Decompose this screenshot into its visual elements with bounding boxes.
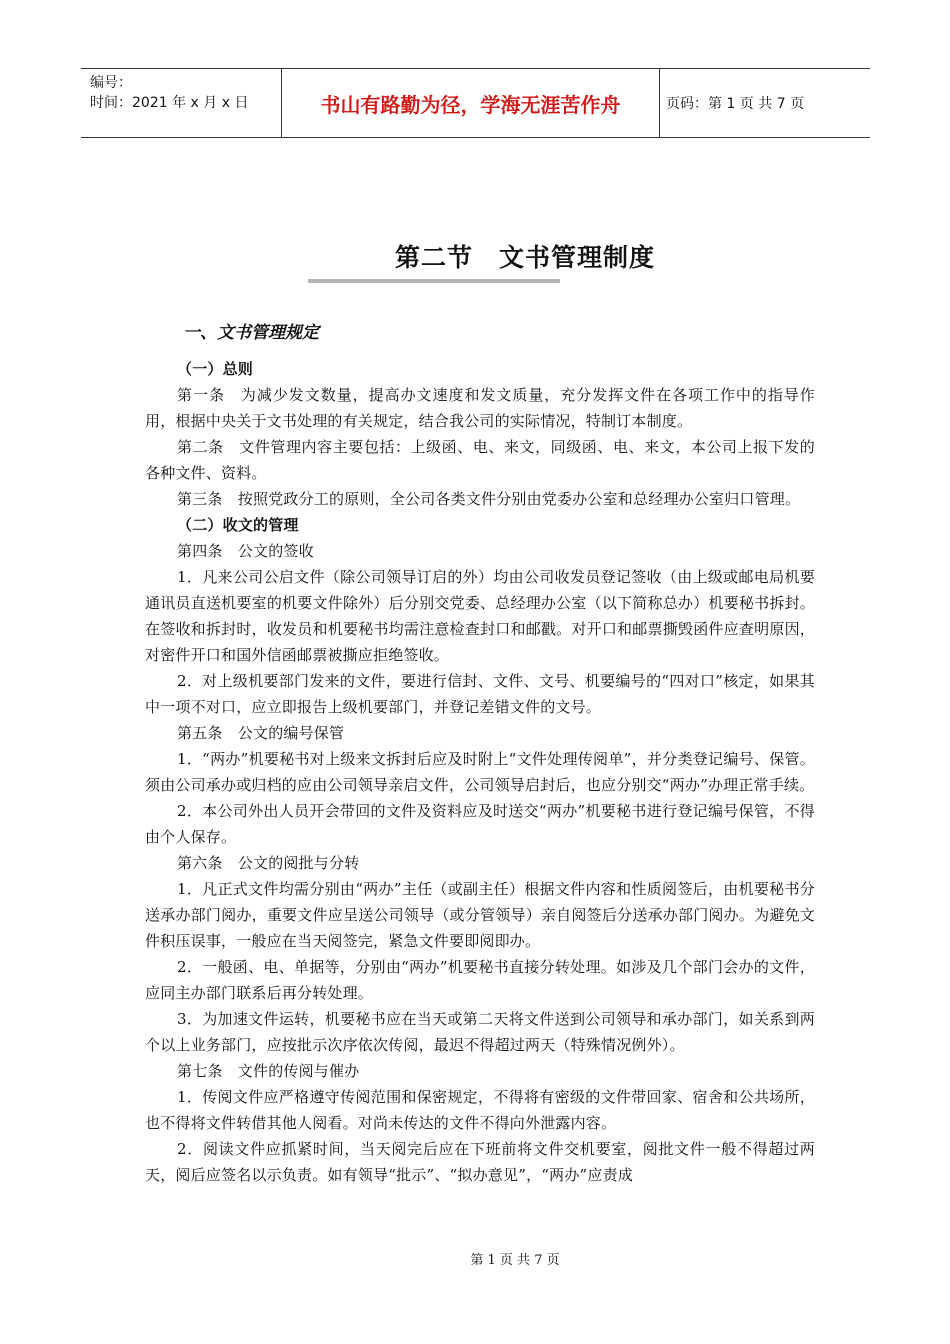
paragraph: 第六条 公文的阅批与分转 — [177, 854, 360, 872]
paragraph: 1．凡来公司公启文件（除公司领导订启的外）均由公司收发员登记签收（由上级或邮电局机要通讯员直送机要室的机要文件除外）后分别交党委、总经理办公室（以下简称总办）机要秘书拆封。在签收和拆封时，收发员和机要秘书均需注意检查封口和邮戳。对开口和邮票撕毁函件应查明原因，对密件开口和国外信函邮票被撕应拒绝签收。 — [145, 568, 815, 664]
paragraph: 1．传阅文件应严格遵守传阅范围和保密规定，不得将有密级的文件带回家、宿舍和公共场所，也不得将文件转借其他人阅看。对尚未传达的文件不得向外泄露内容。 — [145, 1088, 815, 1132]
header-number-label: 编号： — [90, 75, 132, 91]
subsection-heading: （二）收文的管理 — [177, 516, 299, 534]
paragraph: 第七条 文件的传阅与催办 — [177, 1062, 360, 1080]
paragraph: 2．一般函、电、单据等，分别由“两办”机要秘书直接分转处理。如涉及几个部门会办的文件，应同主办部门联系后再分转处理。 — [145, 958, 815, 1002]
page-header — [81, 68, 870, 138]
page-footer: 第 1 页 共 7 页 — [470, 1253, 560, 1268]
paragraph: 1．“两办”机要秘书对上级来文拆封后应及时附上“文件处理传阅单”，并分类登记编号、保管。须由公司承办或归档的应由公司领导亲启文件，公司领导启封后，也应分别交“两办”办理正常手续。 — [145, 750, 815, 794]
section-heading: 一、文书管理规定 — [183, 323, 319, 343]
paragraph: 第一条 为减少发文数量，提高办文速度和发文质量，充分发挥文件在各项工作中的指导作用，根据中央关于文书处理的有关规定，结合我公司的实际情况，特制订本制度。 — [145, 386, 815, 430]
paragraph: 3．为加速文件运转，机要秘书应在当天或第二天将文件送到公司领导和承办部门，如关系到两个以上业务部门，应按批示次序依次传阅，最迟不得超过两天（特殊情况例外）。 — [145, 1010, 815, 1054]
header-meta — [90, 73, 248, 113]
paragraph: 第二条 文件管理内容主要包括：上级函、电、来文，同级函、电、来文，本公司上报下发的各种文件、资料。 — [145, 438, 815, 482]
paragraph: 2．阅读文件应抓紧时间，当天阅完后应在下班前将文件交机要室，阅批文件一般不得超过两天，阅后应签名以示负责。如有领导“批示”、“拟办意见”，“两办”应责成 — [145, 1140, 815, 1184]
header-motto: 书山有路勤为径，学海无涯苦作舟 — [281, 69, 660, 137]
paragraph: 2．本公司外出人员开会带回的文件及资料应及时送交“两办”机要秘书进行登记编号保管，不得由个人保存。 — [145, 802, 815, 846]
header-time-label: 时间：2021 年 x 月 x 日 — [90, 95, 249, 111]
paragraph: 1．凡正式文件均需分别由“两办”主任（或副主任）根据文件内容和性质阅签后，由机要秘书分送承办部门阅办，重要文件应呈送公司领导（或分管领导）亲自阅签后分送承办部门阅办。为避免文件积压误事，一般应在当天阅签完，紧急文件要即阅即办。 — [145, 880, 815, 950]
paragraph: 2．对上级机要部门发来的文件，要进行信封、文件、文号、机要编号的“四对口”核定，如果其中一项不对口，应立即报告上级机要部门，并登记差错文件的文号。 — [145, 672, 815, 716]
paragraph: 第三条 按照党政分工的原则，全公司各类文件分别由党委办公室和总经理办公室归口管理。 — [177, 490, 801, 508]
paragraph: 第五条 公文的编号保管 — [177, 724, 345, 742]
title-underline — [308, 279, 560, 283]
header-page-info: 页码：第 1 页 共 7 页 — [666, 96, 805, 112]
document-body — [145, 356, 815, 1188]
paragraph: 第四条 公文的签收 — [177, 542, 314, 560]
subsection-heading: （一）总则 — [177, 360, 254, 378]
document-title: 第二节 文书管理制度 — [394, 243, 655, 272]
